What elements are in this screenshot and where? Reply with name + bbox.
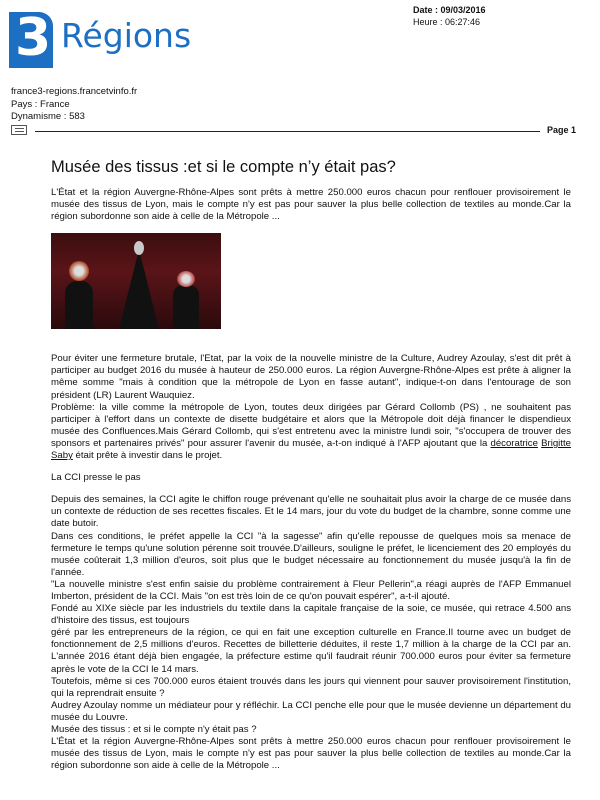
paragraph-4: Dans ces conditions, le préfet appelle la CCI "à la sagesse" afin qu'elle repousse de quelques mois sa menace de fermeture le temps qu'une solution pérenne soit trouvée.D'ailleurs, souligne le préfet, le licenciement des 20 employés du musée coûterait 1,3 million d'euros, soit plus que le budget nécessaire au fonctionnement du musée jusqu'à la fin de l'année.: [51, 530, 571, 578]
subheading: La CCI presse le pas: [51, 472, 141, 484]
link-brigitte[interactable]: Brigitte: [541, 437, 571, 449]
mannequin-left: [65, 281, 93, 329]
mannequin-left-head: [69, 261, 89, 281]
document-icon: [11, 125, 27, 135]
mannequin-center-head: [134, 241, 144, 255]
paragraph-1: Pour éviter une fermeture brutale, l'Etat, par la voix de la nouvelle ministre de la Culture, Audrey Azoulay, s'est dit prêt à participer au budget 2016 du musée à hauteur de 250.000 euros. La région Auvergne-Rhône-Alpes est prête à aligner la même somme "mais à condition que la métropole de Lyon en fasse autant", indique-t-on dans l'entourage de son président (LR) Laurent Wauquiez.: [51, 353, 571, 401]
repeat-lead: L'État et la région Auvergne-Rhône-Alpes sont prêts à mettre 250.000 euros chacun pour renflouer provisoirement le musée des tissus de Lyon, mais le compte n'y est pas pour sauver la plus belle collection de textiles au monde.Car la région subordonne son aide à celle de la Métropole ...: [51, 736, 571, 772]
paragraph-3: Depuis des semaines, la CCI agite le chiffon rouge prévenant qu'elle ne souhaitait plus avoir la charge de ce musée dans un contexte de réduction de ses recettes fiscales. Et le 14 mars, jour du vote du budget de la chambre, sonne comme une date butoir.: [51, 494, 571, 530]
link-saby[interactable]: Saby: [51, 450, 73, 462]
france3-logo-mark: 3: [9, 12, 53, 68]
mannequin-right: [173, 285, 199, 329]
link-decoratrice[interactable]: décoratrice: [490, 437, 538, 449]
france3-regions-logo: [9, 8, 269, 72]
museum-photo: [51, 233, 221, 329]
article-lead: L'État et la région Auvergne-Rhône-Alpes sont prêts à mettre 250.000 euros chacun pour renflouer provisoirement le musée des tissus de Lyon, mais le compte n'y est pas pour sauver la plus belle collection de textiles au monde.Car la région subordonne son aide à celle de la Métropole ...: [51, 187, 571, 223]
mannequin-center: [119, 249, 159, 329]
article-title: Musée des tissus :et si le compte n’y était pas?: [51, 158, 396, 176]
paragraph-8: Toutefois, même si ces 700.000 euros étaient trouvés dans les jours qui viennent pour sauver provisoirement l'institution, qui la reprendrait ensuite ?: [51, 675, 571, 699]
capture-date: Date : 09/03/2016: [413, 5, 486, 15]
repeat-title: Musée des tissus : et si le compte n'y était pas ?: [51, 724, 257, 735]
page-number: Page 1: [547, 125, 577, 135]
paragraph-6: Fondé au XIXe siècle par les industriels du textile dans la capitale française de la soie, ce musée, qui retrace 4.500 ans d'histoire des tissus, est toujours: [51, 603, 571, 627]
paragraph-9: Audrey Azoulay nomme un médiateur pour y réfléchir. La CCI penche elle pour que le musée devienne un département du musée du Louvre.: [51, 699, 571, 723]
header-divider: [35, 131, 540, 132]
capture-meta: [413, 4, 486, 28]
source-info: [11, 86, 137, 124]
paragraph-7: géré par les entrepreneurs de la région, ce qui en fait une exception culturelle en France.Il tourne avec un budget de fonctionnement de 2,5 millions d'euros. Recettes de billetterie déduites, il reste 1,7 million à la charge de la CCI par an. L'année 2016 étant déjà bien engagée, la préfecture estime qu'il faudrait réunir 700.000 euros pour éviter sa fermeture après le vote de la CCI le 14 mars.: [51, 627, 571, 675]
capture-time: Heure : 06:27:46: [413, 17, 481, 27]
paragraph-5: "La nouvelle ministre s'est enfin saisie du problème contrairement à Fleur Pellerin",a réagi auprès de l'AFP Emmanuel Imberton, président de la CCI. Mais "on est très loin de ce qu'on pouvait espérer", a-t-il ajouté.: [51, 578, 571, 602]
source-site: france3-regions.francetvinfo.fr: [11, 86, 138, 97]
logo-wordmark: Régions: [61, 16, 192, 55]
article-body: [51, 187, 571, 772]
source-country: Pays : France: [11, 98, 70, 110]
paragraph-2: Problème: la ville comme la métropole de Lyon, toutes deux dirigées par Gérard Collomb (PS) , ne souhaitent pas participer à l'effort dans un contexte de disette budgétaire et alors que la Métropole doit déjà financer le dispendieux musée des Confluences.Mais Gérard Collomb, qui s'est entretenu avec la ministre lundi soir, "s'occupera de trouver des sponsors et partenaires privés" pour assurer l'avenir du musée, a-t-on indiqué à l'AFP ajoutant que la décoratrice Brigitte Saby était prête à investir dans le projet.: [51, 401, 571, 462]
source-dynamism: Dynamisme : 583: [11, 111, 85, 122]
page-header-rule: [11, 125, 591, 137]
